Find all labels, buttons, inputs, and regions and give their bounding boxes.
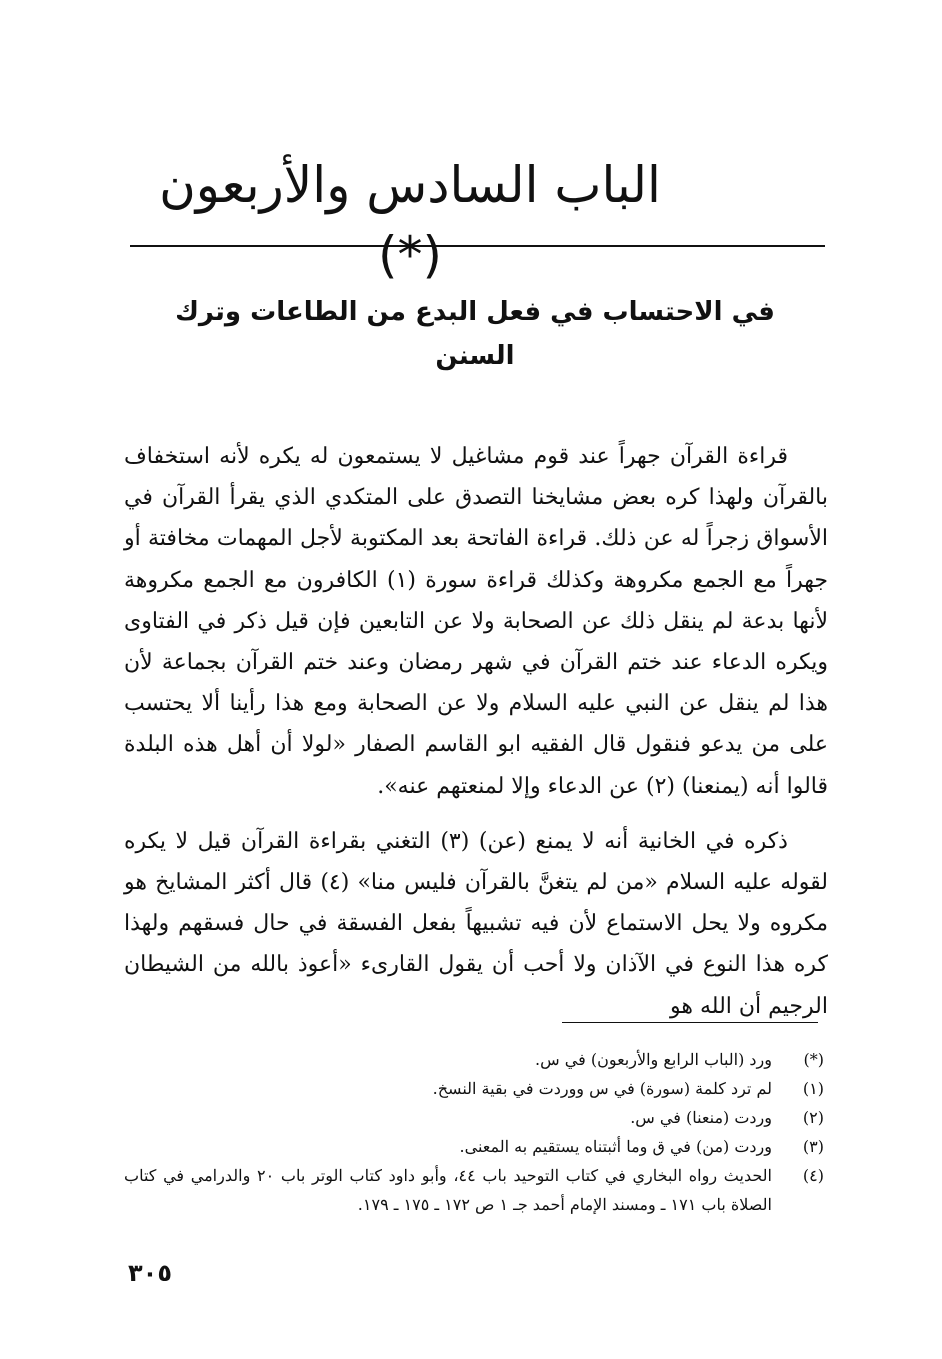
title-divider (130, 245, 825, 247)
body-text (124, 436, 828, 1027)
footnote-marker: (٤) (802, 1166, 824, 1185)
footnote-marker: (*) (803, 1050, 824, 1069)
page-number: ٣٠٥ (128, 1259, 172, 1287)
footnote-item (124, 1132, 828, 1161)
footnote-marker: (٣) (802, 1137, 824, 1156)
footnote-marker: (١) (802, 1079, 824, 1098)
footnote-marker: (٢) (802, 1108, 824, 1127)
footnote-text: ورد (الباب الرابع والأربعون) في س. (535, 1050, 772, 1069)
footnote-item (124, 1161, 828, 1219)
footnote-divider (562, 1022, 818, 1023)
footnote-item (124, 1074, 828, 1103)
footnote-text: لم ترد كلمة (سورة) في س ووردت في بقية النسخ. (432, 1079, 772, 1098)
footnote-text: وردت (منعنا) في س. (630, 1108, 772, 1127)
footnote-item (124, 1045, 828, 1074)
footnote-text: وردت (من) في ق وما أثبتناه يستقيم به المعنى. (459, 1137, 772, 1156)
footnote-text: الحديث رواه البخاري في كتاب التوحيد باب ٤٤، وأبو داود كتاب الوتر باب ٢٠ والدرامي في كتاب الصلاة باب ١٧١ ـ ومسند الإمام أحمد جـ ١ ص ١٧٢ ـ ١٧٥ ـ ١٧٩. (124, 1166, 772, 1214)
chapter-title: الباب السادس والأربعون (*) (159, 156, 661, 284)
paragraph-2: ذكره في الخانية أنه لا يمنع (عن) (٣) التغني بقراءة القرآن قيل لا يكره لقوله عليه السلام «من لم يتغنَّ بالقرآن فليس منا» (٤) قال أكثر المشايخ هو مكروه ولا يحل الاستماع لأن فيه تشبيهاً بفعل الفسقة في حال فسقهم ولهذا كره هذا النوع في الآذان ولا أحب أن يقول القارىء «أعوذ بالله من الشيطان الرجيم أن الله هو (124, 828, 828, 1019)
footnote-item (124, 1103, 828, 1132)
paragraph-1: قراءة القرآن جهراً عند قوم مشاغيل لا يستمعون له يكره لأنه استخفاف بالقرآن ولهذا كره بعض مشايخنا التصدق على المتكدي الذي يقرأ القرآن في الأسواق زجراً له عن ذلك. قراءة الفاتحة بعد المكتوبة لأجل المهمات مخافتة أو جهراً مع الجمع مكروهة وكذلك قراءة سورة (١) الكافرون مع الجمع مكروهة لأنها بدعة لم ينقل ذلك عن الصحابة ولا عن التابعين فإن قيل ذكر في الفتاوى ويكره الدعاء عند ختم القرآن في شهر رمضان وعند ختم القرآن بجماعة لأن هذا لم ينقل عن النبي عليه السلام ولا عن الصحابة ومع هذا رأينا ألا يحتسب على من يدعو فنقول قال الفقيه ابو القاسم الصفار «لولا أن أهل هذه البلدة قالوا أنه (يمنعنا) (٢) عن الدعاء وإلا لمنعتهم عنه». (124, 444, 828, 799)
chapter-subtitle: في الاحتساب في فعل البدع من الطاعات وترك السنن (175, 297, 775, 371)
footnotes (124, 1045, 828, 1219)
